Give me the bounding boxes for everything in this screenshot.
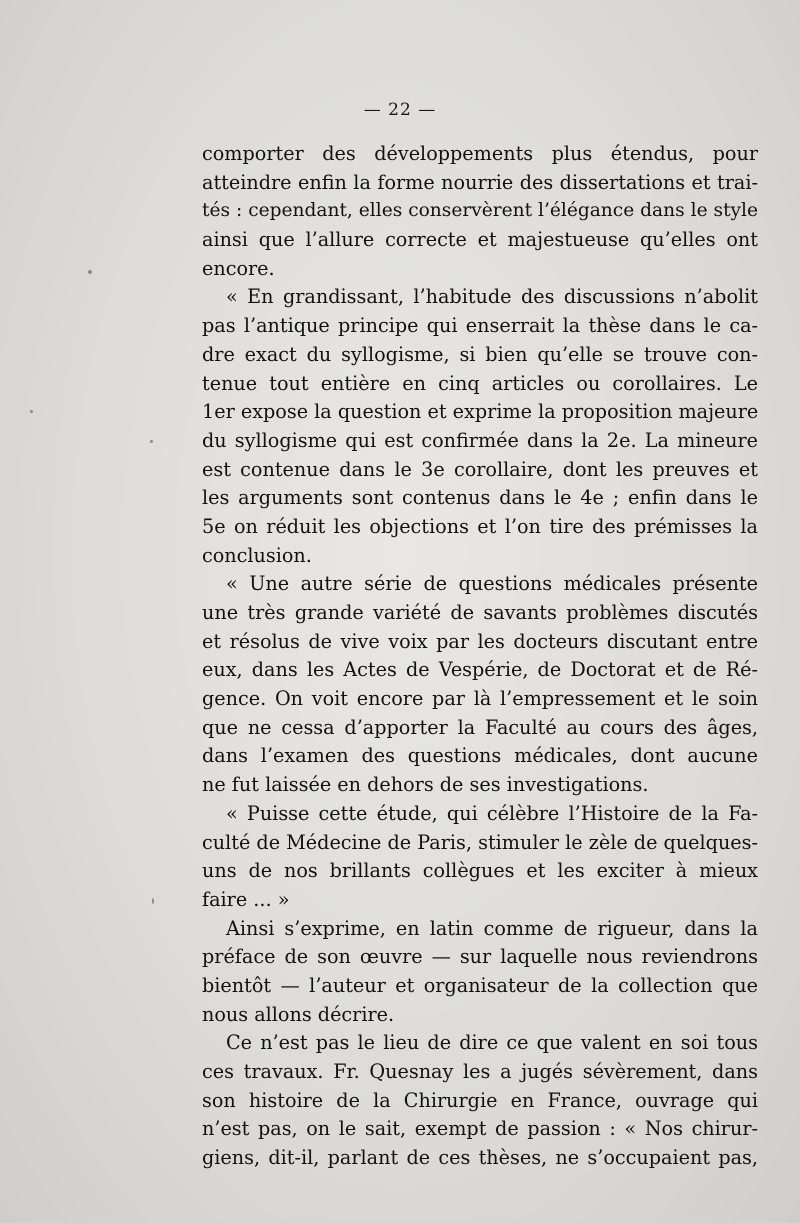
text-line: encore. [202, 256, 275, 280]
text-line: les arguments sont contenus dans le 4e ; enfin dans le [202, 486, 758, 510]
text-line: que ne cessa d’apporter la Faculté au cours des âges, [202, 715, 758, 739]
text-line: « Puisse cette étude, qui célèbre l’Histoire de la Fa- [226, 801, 758, 825]
text-line: bientôt — l’auteur et organisateur de la collection que [202, 973, 758, 997]
text-line: culté de Médecine de Paris, stimuler le zèle de quelques- [202, 830, 758, 854]
text-line: « En grandissant, l’habitude des discussions n’abolit [226, 285, 758, 309]
page-speck [150, 440, 153, 443]
text-line: faire ... » [202, 887, 290, 911]
text-line: n’est pas, on le sait, exempt de passion : « Nos chirur- [202, 1117, 758, 1141]
text-line: uns de nos brillants collègues et les exciter à mieux [202, 859, 758, 883]
page-speck [152, 898, 154, 904]
text-line: préface de son œuvre — sur laquelle nous reviendrons [202, 945, 758, 969]
text-line: 5e on réduit les objections et l’on tire des prémisses la [202, 514, 758, 538]
text-line: atteindre enfin la forme nourrie des dissertations et trai- [202, 170, 758, 194]
text-line: tés : cependant, elles conservèrent l’élégance dans le style [202, 200, 758, 222]
text-line: Ce n’est pas le lieu de dire ce que valent en soi tous [226, 1031, 758, 1055]
text-line: ne fut laissée en dehors de ses investigations. [202, 773, 649, 797]
page-speck [30, 410, 33, 413]
page-number: — 22 — [363, 100, 437, 120]
text-line: dans l’examen des questions médicales, dont aucune [202, 744, 758, 768]
text-line: « Une autre série de questions médicales présente [226, 572, 758, 596]
text-line: son histoire de la Chirurgie en France, ouvrage qui [202, 1088, 758, 1112]
text-line: tenue tout entière en cinq articles ou corollaires. Le [202, 371, 758, 395]
text-line: ces travaux. Fr. Quesnay les a jugés sévèrement, dans [202, 1060, 758, 1083]
text-line: et résolus de vive voix par les docteurs discutant entre [202, 629, 758, 653]
text-line: dre exact du syllogisme, si bien qu’elle se trouve con- [202, 342, 758, 366]
text-line: eux, dans les Actes de Vespérie, de Doctorat et de Ré- [202, 658, 758, 682]
text-line: comporter des développements plus étendus, pour [202, 142, 758, 165]
text-line: nous allons décrire. [202, 1002, 395, 1026]
text-line: pas l’antique principe qui enserrait la thèse dans le ca- [202, 314, 758, 338]
text-line: giens, dit-il, parlant de ces thèses, ne s’occupaient pas, [202, 1146, 758, 1170]
text-line: du syllogisme qui est confirmée dans la 2e. La mineure [202, 428, 758, 452]
body-text [202, 140, 758, 1173]
text-line: ainsi que l’allure correcte et majestueuse qu’elles ont [202, 228, 758, 252]
text-line: 1er expose la question et exprime la proposition majeure [202, 400, 758, 424]
text-line: est contenue dans le 3e corollaire, dont les preuves et [202, 457, 758, 481]
text-line: gence. On voit encore par là l’empressement et le soin [202, 687, 758, 711]
text-line: Ainsi s’exprime, en latin comme de rigueur, dans la [226, 916, 758, 940]
text-line: conclusion. [202, 543, 312, 567]
page-speck [88, 270, 92, 274]
text-line: une très grande variété de savants problèmes discutés [202, 601, 758, 624]
